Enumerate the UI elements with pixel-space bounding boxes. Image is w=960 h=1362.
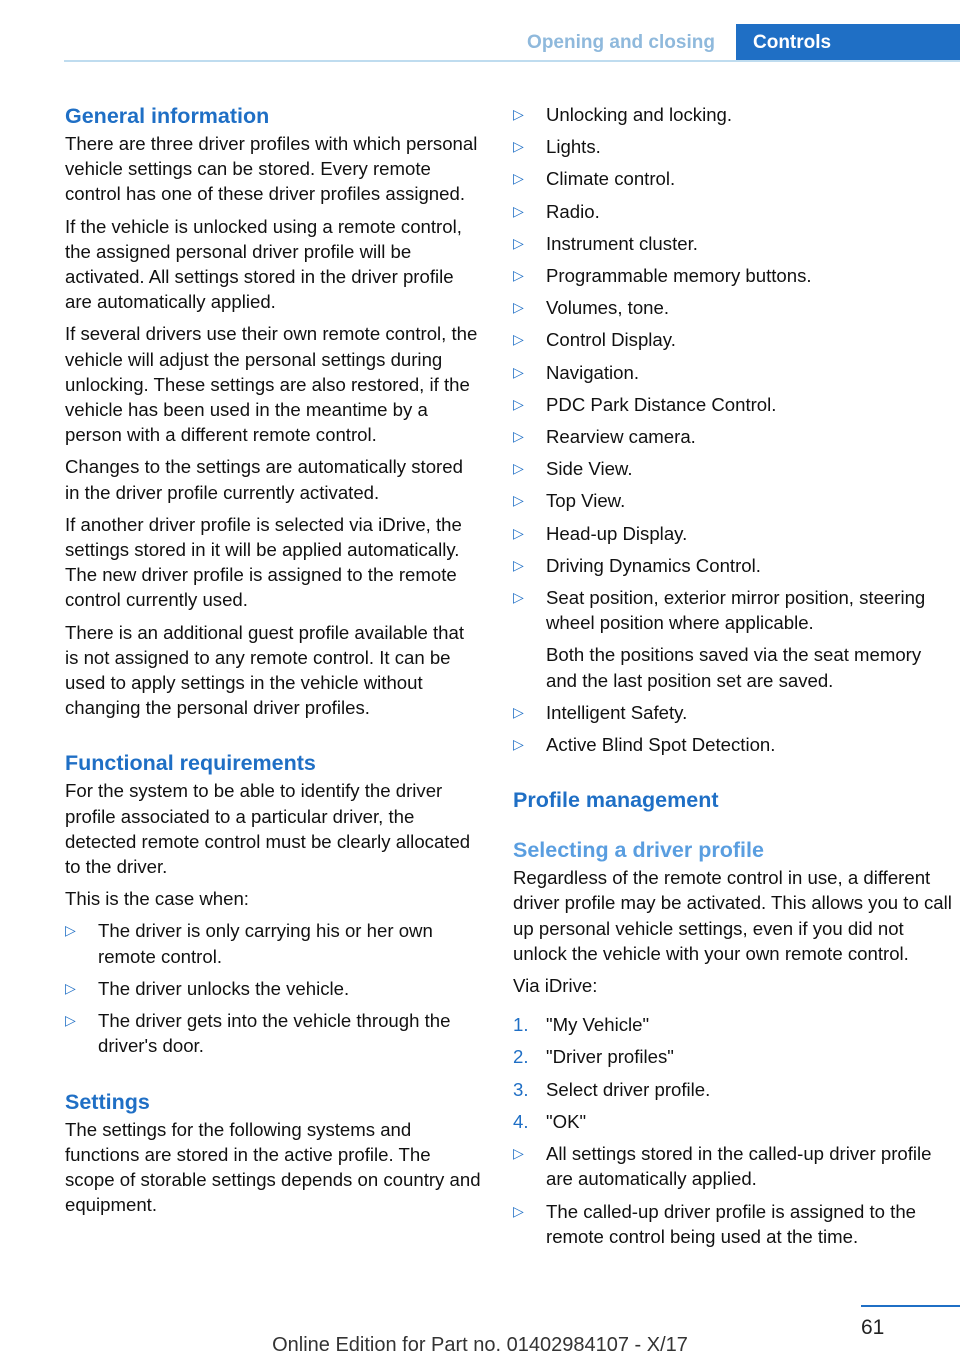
bullet-triangle-icon: ▷ [513,299,524,316]
list-item: ▷ Seat position, exterior mirror position, steering wheel position where applicable. Both the positions saved via the seat memory and the last position set are saved. [513,585,953,693]
profile-management-heading: Profile management [513,788,719,813]
step-item: 2. "Driver profiles" [513,1044,953,1069]
bullet-triangle-icon: ▷ [513,736,524,753]
paragraph: Regardless of the remote control in use, a different driver profile may be activated. This allows you to call up personal vehicle settings, even if you did not unlock the vehicle with your own remote control. [513,867,952,964]
step-number: 3. [513,1078,529,1100]
functional-requirements-list [65,918,481,1058]
left-column [65,102,481,1224]
paragraph: There is an additional guest profile available that is not assigned to any remote control. It can be used to apply settings in the vehicle without changing the personal driver profiles. [65,621,464,719]
bullet-triangle-icon: ▷ [513,428,524,445]
paragraph: If several drivers use their own remote control, the vehicle will adjust the personal settings during unlocking. These settings are also restored, if the vehicle has been used in the meantime by a person with a different remote control. [65,323,478,446]
functional-requirements-heading: Functional requirements [65,751,316,776]
bullet-triangle-icon: ▷ [513,460,524,477]
result-list [513,1141,953,1249]
bullet-triangle-icon: ▷ [513,202,524,219]
list-item: ▷ Head-up Display. [513,521,953,546]
page-number: 61 [861,1316,885,1339]
bullet-triangle-icon: ▷ [513,703,524,720]
header-rule [64,60,960,62]
bullet-triangle-icon: ▷ [513,395,524,412]
bullet-triangle-icon: ▷ [513,492,524,509]
online-edition-note: Online Edition for Part no. 01402984107 - X/17 [272,1334,688,1356]
paragraph: If another driver profile is selected via iDrive, the settings stored in it will be applied automatically. The new driver profile is assigned to the remote control currently used. [65,513,462,611]
bullet-triangle-icon: ▷ [513,170,524,187]
bullet-triangle-icon: ▷ [513,524,524,541]
list-item: ▷ All settings stored in the called-up driver profile are automatically applied. [513,1143,932,1190]
bullet-triangle-icon: ▷ [513,1202,524,1219]
list-item: ▷ The driver unlocks the vehicle. [65,976,481,1001]
list-item: ▷ The called-up driver profile is assigned to the remote control being used at the time. [513,1200,917,1247]
list-item: ▷ The driver gets into the vehicle through the driver's door. [65,1010,451,1057]
paragraph: There are three driver profiles with which personal vehicle settings can be stored. Every remote control has one of these driver profiles assigned. [65,133,478,205]
general-information-heading: General information [65,104,270,128]
step-number: 1. [513,1014,529,1036]
bullet-triangle-icon: ▷ [513,138,524,155]
list-item: ▷ Driving Dynamics Control. [513,553,953,578]
paragraph: For the system to be able to identify the driver profile associated to a particular driver, the detected remote control must be clearly allocated to the driver. [65,780,471,878]
step-item: 3. Select driver profile. [513,1077,953,1102]
bullet-triangle-icon: ▷ [513,234,524,251]
bullet-triangle-icon: ▷ [513,267,524,284]
list-item: ▷ Programmable memory buttons. [513,263,953,288]
step-item: 1. "My Vehicle" [513,1012,953,1037]
paragraph: Via iDrive: [513,975,598,997]
list-item: ▷ Radio. [513,199,953,224]
step-item: 4. "OK" [513,1109,953,1134]
paragraph: If the vehicle is unlocked using a remote control, the assigned personal driver profile will be activated. All settings stored in the driver profile are automatically applied. [65,215,462,313]
bullet-triangle-icon: ▷ [513,1145,524,1162]
list-item: ▷ Navigation. [513,360,953,385]
list-item: ▷ Unlocking and locking. [513,102,953,127]
bullet-triangle-icon: ▷ [513,331,524,348]
header-chapter-tab: Controls [736,24,960,62]
step-number: 4. [513,1110,529,1132]
paragraph: Changes to the settings are automatically stored in the driver profile currently activated. [65,456,463,503]
bullet-triangle-icon: ▷ [513,589,524,606]
bullet-triangle-icon: ▷ [65,979,76,996]
stored-settings-list [513,102,953,757]
bullet-triangle-icon: ▷ [513,556,524,573]
list-item: ▷ Volumes, tone. [513,295,953,320]
selecting-driver-profile-heading: Selecting a driver profile [513,838,764,863]
seat-memory-note: Both the positions saved via the seat memory and the last position set are saved. [546,644,922,691]
list-item: ▷ Lights. [513,134,953,159]
list-item: ▷ Top View. [513,488,953,513]
footer-rule [861,1305,960,1307]
list-item: ▷ The driver is only carrying his or her own remote control. [65,920,433,967]
bullet-triangle-icon: ▷ [513,363,524,380]
right-column [513,102,953,1256]
list-item: ▷ Climate control. [513,166,953,191]
bullet-triangle-icon: ▷ [513,106,524,122]
list-item: ▷ Active Blind Spot Detection. [513,732,953,757]
list-item: ▷ PDC Park Distance Control. [513,392,953,417]
list-item: ▷ Rearview camera. [513,424,953,449]
step-number: 2. [513,1046,529,1068]
idrive-steps-list [513,1012,953,1134]
settings-heading: Settings [65,1089,150,1114]
paragraph: The settings for the following systems and functions are stored in the active profile. The scope of storable settings depends on country and equipment. [65,1118,481,1216]
paragraph: This is the case when: [65,888,249,910]
header-section-tab: Opening and closing [527,32,715,53]
list-item: ▷ Instrument cluster. [513,231,953,256]
list-item: ▷ Control Display. [513,327,953,352]
list-item: ▷ Intelligent Safety. [513,700,953,725]
bullet-triangle-icon: ▷ [65,1012,76,1029]
bullet-triangle-icon: ▷ [65,922,76,939]
list-item: ▷ Side View. [513,456,953,481]
